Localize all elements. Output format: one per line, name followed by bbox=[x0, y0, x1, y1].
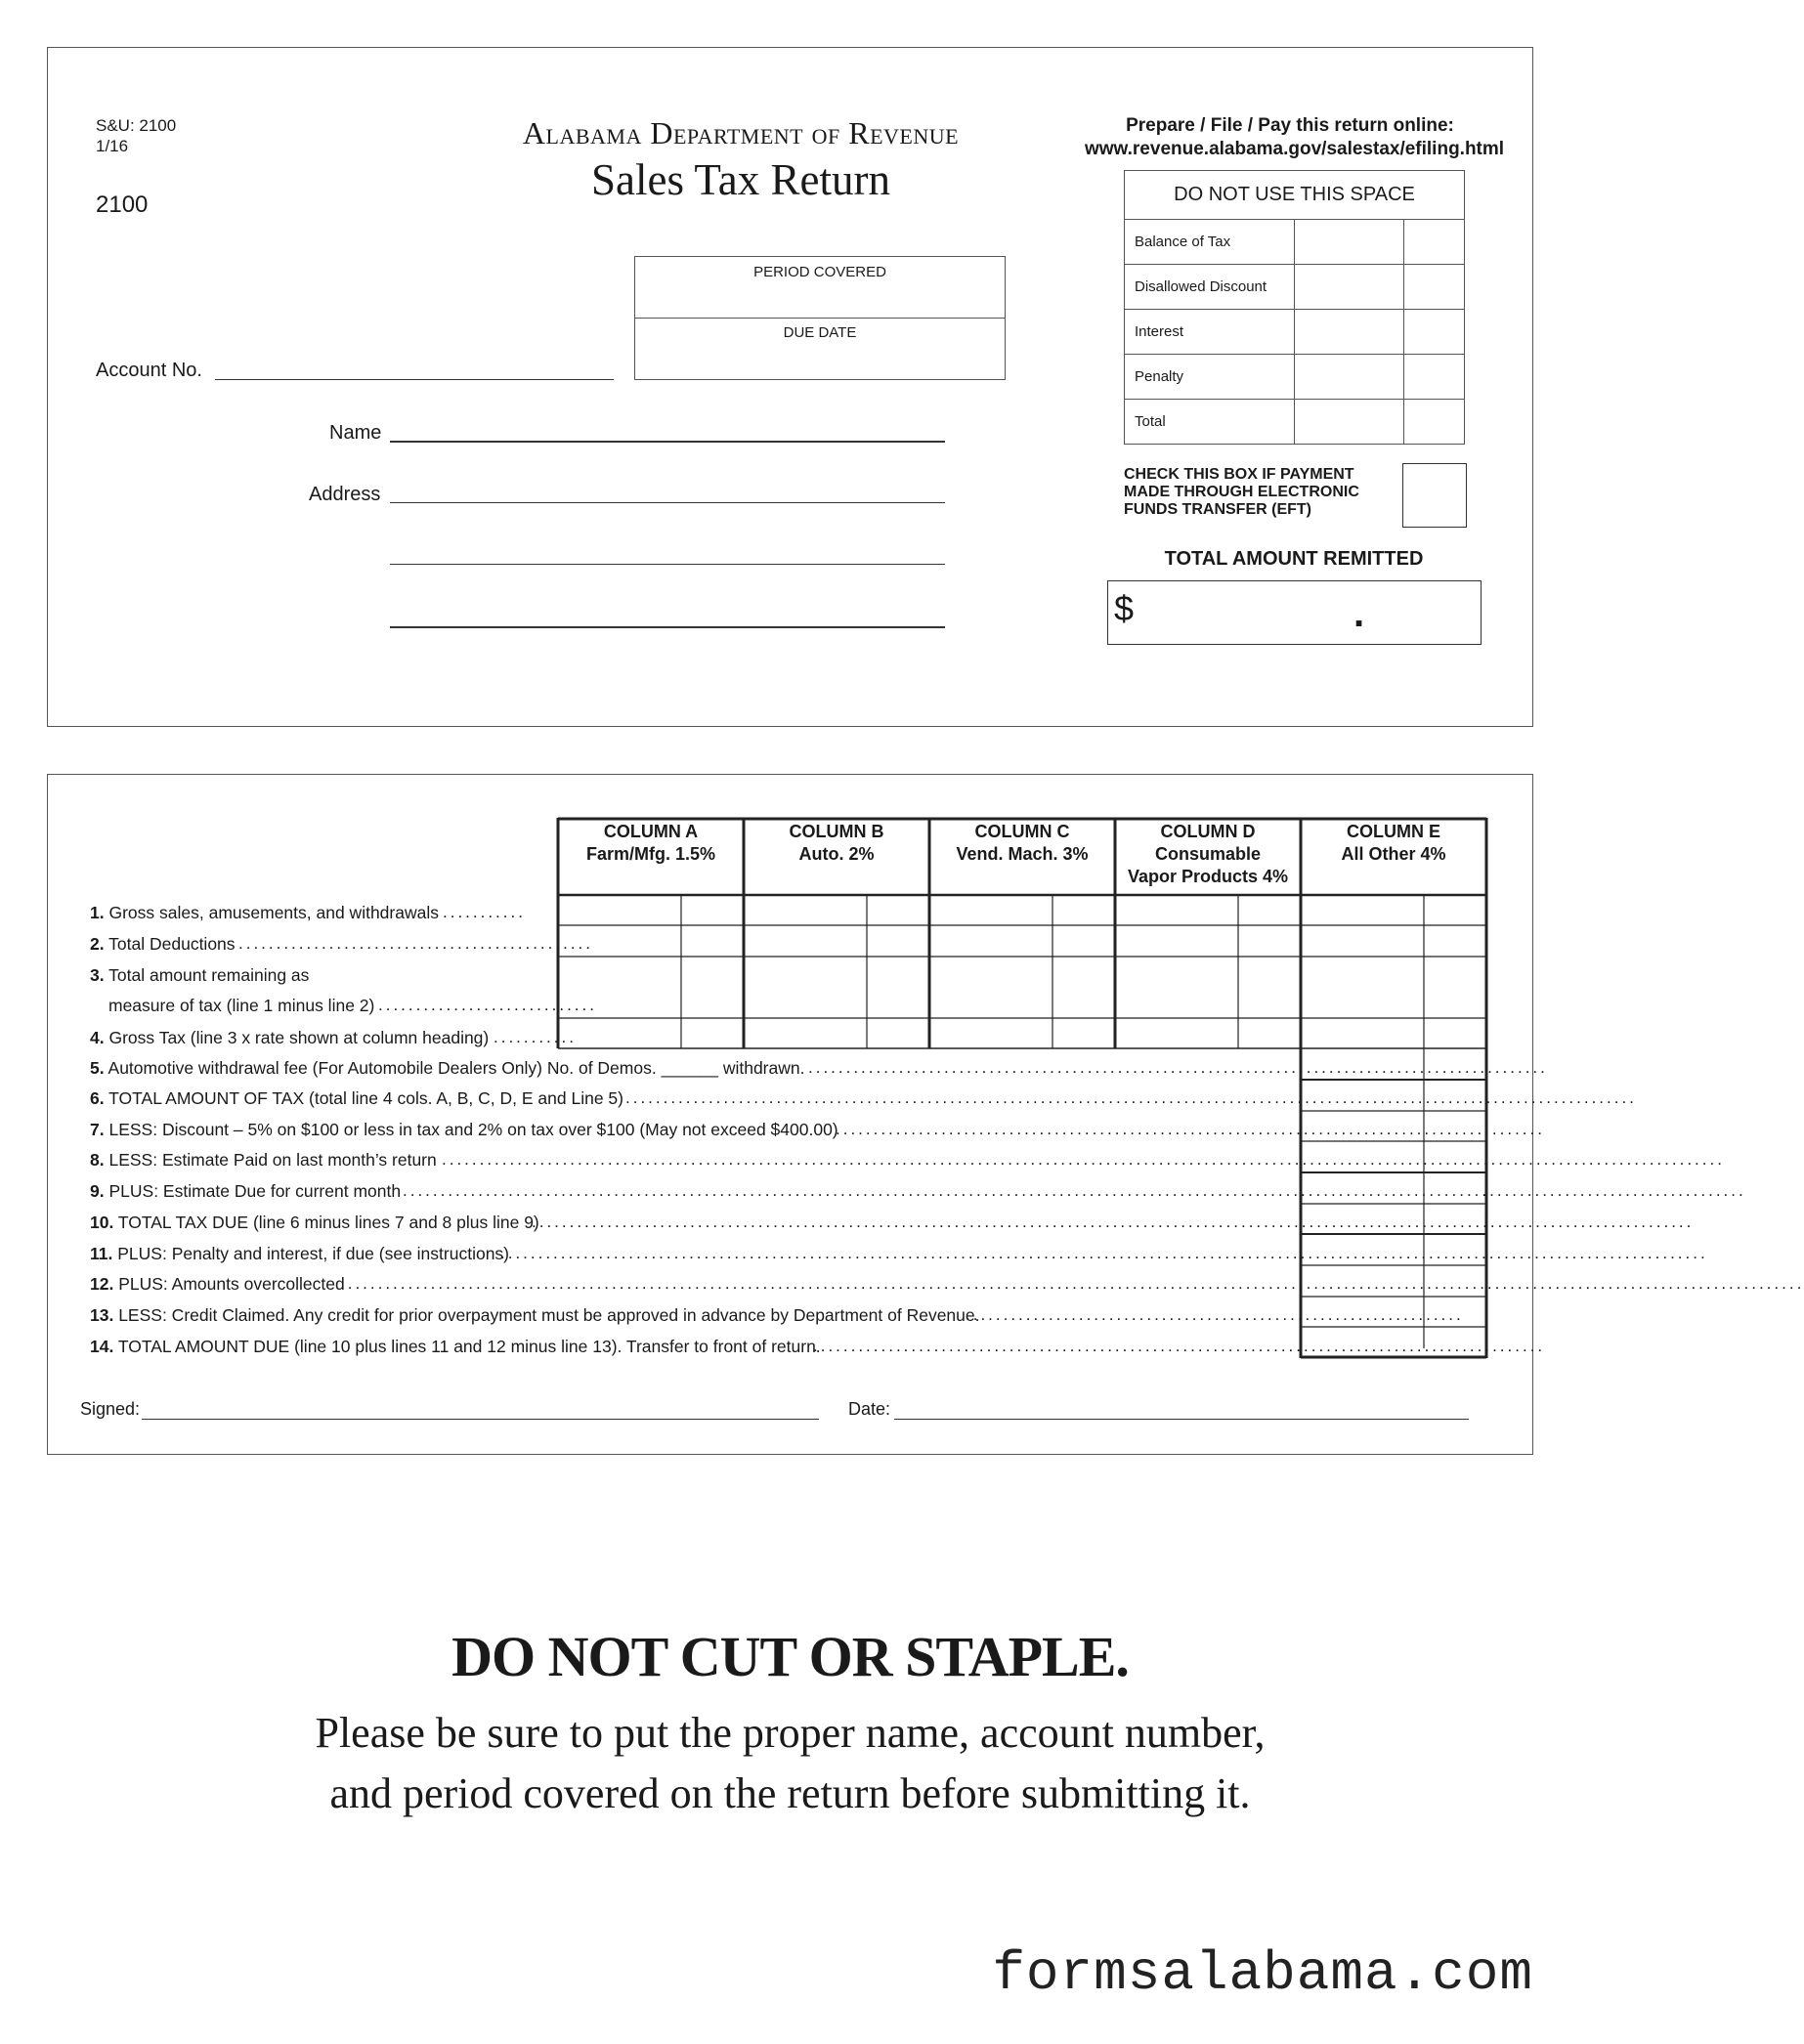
line-1-label: 1. Gross sales, amusements, and withdrawals bbox=[90, 903, 439, 922]
line-4-label: 4. Gross Tax (line 3 x rate shown at column heading) bbox=[90, 1028, 490, 1047]
leader-dots: .................................................................................................. bbox=[808, 1058, 1548, 1077]
leader-dots: ................................................................................................. bbox=[813, 1337, 1546, 1355]
due-date-label: DUE DATE bbox=[783, 324, 857, 341]
column-e-header: COLUMN E All Other 4% bbox=[1341, 822, 1446, 864]
leader-dots: ...................................................................................................................................... bbox=[625, 1088, 1637, 1107]
line-6-label: 6. TOTAL AMOUNT OF TAX (total line 4 cols. A, B, C, D, E and Line 5) bbox=[90, 1088, 623, 1108]
line-9-label: 9. PLUS: Estimate Due for current month bbox=[90, 1181, 402, 1201]
date-label: Date: bbox=[848, 1399, 891, 1419]
site-watermark: formsalabama.com bbox=[992, 1942, 1533, 2005]
line-10-label: 10. TOTAL TAX DUE (line 6 minus lines 7 and 8 plus line 9) bbox=[90, 1213, 539, 1232]
leader-dots: ............................. bbox=[378, 996, 597, 1014]
leader-dots: .................................................................................................................................................................................................. bbox=[340, 1274, 1804, 1293]
column-d-header: COLUMN D Consumable Vapor Products 4% bbox=[1127, 822, 1289, 886]
line-13-label: 13. LESS: Credit Claimed. Any credit for prior overpayment must be approved in advance by Department of Revenue. bbox=[90, 1305, 980, 1325]
do-not-cut-warning: DO NOT CUT OR STAPLE. bbox=[451, 1625, 1129, 1688]
column-entry-grid[interactable] bbox=[558, 895, 1486, 1048]
form-code-text: S&U: 2100 bbox=[96, 116, 177, 135]
leader-dots: ............................................... bbox=[238, 934, 593, 953]
office-row-label: Total bbox=[1125, 400, 1295, 445]
return-title: Sales Tax Return bbox=[591, 155, 890, 204]
revision-date: 1/16 bbox=[96, 137, 129, 155]
leader-dots: .......................................................................................................................................................... bbox=[532, 1213, 1695, 1231]
line-3-label: 3. Total amount remaining as bbox=[90, 965, 310, 985]
leader-dots: .................................................................. bbox=[966, 1305, 1464, 1324]
online-filing-url[interactable]: www.revenue.alabama.gov/salestax/efiling.html bbox=[1085, 139, 1505, 159]
instruction-line-2: and period covered on the return before submitting it. bbox=[329, 1769, 1251, 1817]
leader-dots: ........... bbox=[494, 1028, 577, 1046]
office-row-label: Disallowed Discount bbox=[1125, 265, 1295, 310]
signed-label: Signed: bbox=[80, 1399, 141, 1419]
office-row-label: Balance of Tax bbox=[1125, 220, 1295, 265]
line-5-label: 5. Automotive withdrawal fee (For Automobile Dealers Only) No. of Demos. ______ withdrawn. bbox=[90, 1058, 805, 1078]
address-label: Address bbox=[309, 484, 381, 505]
leader-dots: .......................................................................................................................................................................... bbox=[442, 1150, 1725, 1169]
date-field[interactable] bbox=[894, 1419, 1469, 1420]
leader-dots: .............................................................................................. bbox=[836, 1120, 1545, 1138]
line-8-label: 8. LESS: Estimate Paid on last month’s return bbox=[90, 1150, 437, 1170]
line-7-label: 7. LESS: Discount – 5% on $100 or less in tax and 2% on tax over $100 (May not exceed $400.00) bbox=[90, 1120, 838, 1139]
column-a-header: COLUMN A Farm/Mfg. 1.5% bbox=[585, 822, 716, 864]
office-row-label: Interest bbox=[1125, 310, 1295, 355]
line-2-label: 2. Total Deductions bbox=[90, 934, 236, 954]
period-covered-label: PERIOD COVERED bbox=[753, 264, 886, 280]
instruction-line-1: Please be sure to put the proper name, account number, bbox=[315, 1709, 1266, 1757]
office-use-title: DO NOT USE THIS SPACE bbox=[1125, 171, 1465, 220]
line-14-label: 14. TOTAL AMOUNT DUE (line 10 plus lines 11 and 12 minus line 13). Transfer to front of return. bbox=[90, 1337, 821, 1356]
total-remitted-title: TOTAL AMOUNT REMITTED bbox=[1164, 548, 1424, 570]
eft-instructions: CHECK THIS BOX IF PAYMENT MADE THROUGH ELECTRONIC FUNDS TRANSFER (EFT) bbox=[1124, 466, 1359, 518]
line-11-label: 11. PLUS: Penalty and interest, if due (see instructions) bbox=[90, 1244, 510, 1263]
signature-field[interactable] bbox=[142, 1419, 819, 1420]
line-12-label: 12. PLUS: Amounts overcollected bbox=[90, 1274, 345, 1294]
leader-dots: .................................................................................................................................................................................. bbox=[403, 1181, 1746, 1200]
account-label: Account No. bbox=[96, 360, 202, 381]
office-row-label: Penalty bbox=[1125, 355, 1295, 400]
form-number: 2100 bbox=[96, 192, 149, 218]
online-filing-title: Prepare / File / Pay this return online: bbox=[1126, 115, 1454, 136]
leader-dots: ........... bbox=[443, 903, 526, 921]
dollar-sign: $ bbox=[1114, 588, 1135, 628]
department-title: Alabama Department of Revenue bbox=[522, 115, 960, 150]
column-b-header: COLUMN B Auto. 2% bbox=[789, 822, 884, 864]
name-label: Name bbox=[329, 422, 382, 444]
line-3-label-cont: measure of tax (line 1 minus line 2) bbox=[108, 996, 375, 1015]
leader-dots: ................................................................................................................................................................ bbox=[500, 1244, 1708, 1262]
decimal-point: . bbox=[1353, 592, 1365, 635]
column-c-header: COLUMN C Vend. Mach. 3% bbox=[956, 822, 1089, 864]
